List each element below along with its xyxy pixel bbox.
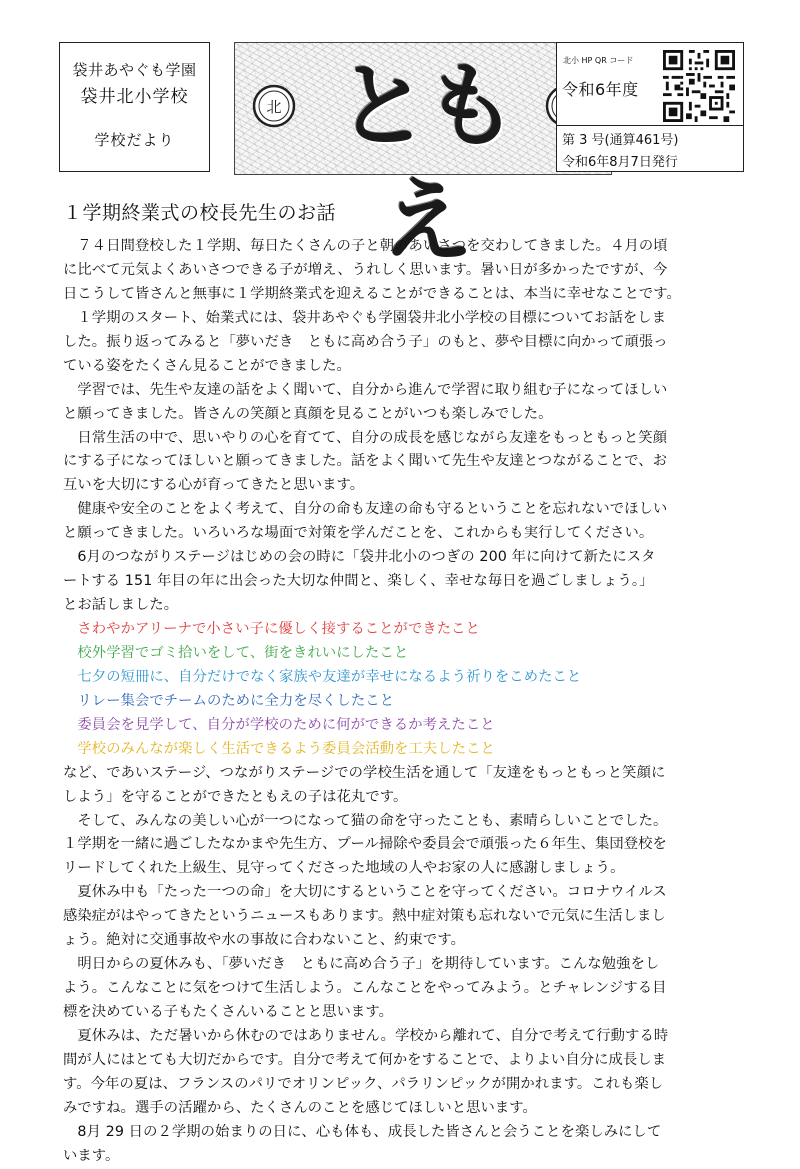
article-heading: １学期終業式の校長先生のお話 (63, 202, 337, 224)
paragraph-line: とお話しました。 (63, 597, 179, 614)
paragraph-line: した。振り返ってみると「夢いだき ともに高め合う子」のもと、夢や目標に向かって頑張っ (63, 333, 668, 350)
paragraph-line: と願ってきました。いろいろな場面で対策を学んだことを、これからも実行してください。 (63, 525, 654, 542)
paragraph-line: に比べて元気よくあいさつできる子が増え、うれしく思います。暑い日が多かったですが、今 (63, 261, 668, 278)
paragraph-line: １学期を一緒に過ごしたなかまや先生方、プール掃除や委員会で頑張った６年生、集団登校を (63, 836, 667, 853)
school-name-box (59, 42, 210, 172)
paragraph-line: 8月 29 日の２学期の始まりの日に、心も体も、成長した皆さんと会うことを楽しみにして (63, 1123, 662, 1140)
paragraph-line: 学習では、先生や友達の話をよく聞いて、自分から進んで学習に取り組む子になってほしい (63, 381, 668, 398)
org-name: 袋井あやぐも学園 (72, 61, 197, 79)
paragraph-line: みですね。選手の活躍から、たくさんのことを感じてほしいと思います。 (63, 1099, 537, 1116)
issue-number: 第 3 号(通算461号) (562, 133, 679, 148)
paragraph-line: よう。こんなことに気をつけて生活しよう。こんなことをやってみよう。とチャレンジする目 (63, 980, 667, 997)
school-name: 袋井北小学校 (80, 87, 189, 107)
article-body (63, 235, 743, 1169)
paragraph-line: います。 (63, 1147, 120, 1164)
emblem-char: 北 (266, 98, 282, 116)
paragraph-line: など、であいステージ、つながりステージでの学校生活を通して「友達をもっともっと笑顔に (63, 764, 666, 781)
paragraph-line: 日こうして皆さんと無事に１学期終業式を迎えることができることは、本当に幸せなことです。 (63, 285, 681, 302)
paragraph-line: ７４日間登校した１学期、毎日たくさんの子と朝のあいさつを交わしてきました。４月の頃 (63, 238, 668, 254)
paragraph-line: 日常生活の中で、思いやりの心を育てて、自分の成長を感じながら友達をもっともっと笑顔 (63, 429, 668, 446)
paragraph-line: 夏休み中も「たった一つの命」を大切にするということを守ってください。コロナウイルス (63, 884, 667, 901)
paragraph-line: ょう。絶対に交通事故や水の事故に合わないこと、約束です。 (63, 932, 465, 949)
paragraph-line: にする子になってほしいと願ってきました。話をよく聞いて先生や友達とつながることで、お (63, 453, 668, 470)
highlight-line: 委員会を見学して、自分が学校のために何ができるか考えたこと (63, 716, 495, 733)
paragraph-line: と願ってきました。皆さんの笑顔と真顔を見ることがいつも楽しみでした。 (63, 405, 553, 422)
paragraph-line: す。今年の夏は、フランスのパリでオリンピック、パラリンピックが開かれます。これも楽し (63, 1075, 664, 1092)
paragraph-line: 互いを大切にする心が育ってきたと思います。 (63, 477, 365, 494)
highlight-line: さわやかアリーナで小さい子に優しく接することができたこと (63, 621, 480, 637)
paragraph-line: 明日からの夏休みも、「夢いだき ともに高め合う子」を期待しています。こんな勉強をし (63, 956, 660, 973)
paragraph-line: ている姿をたくさん見ることができました。 (63, 357, 351, 374)
qr-code-icon[interactable] (663, 50, 735, 122)
paragraph-line: 標を決めている子もたくさんいることと思います。 (63, 1004, 393, 1020)
paragraph-line: そして、みんなの美しい心が一つになって猫の命を守ったことも、素晴らしいことでした。 (63, 812, 668, 829)
paragraph-line: 健康や安全のことをよく考えて、自分の命も友達の命も守るということを忘れないでほしい (63, 501, 668, 518)
paragraph-line: 夏休みは、ただ暑いから休むのではありません。学校から離れて、自分で考えて行動する時 (63, 1027, 669, 1044)
highlight-line: リレー集会でチームのために全力を尽くしたこと (63, 692, 395, 709)
info-divider (557, 125, 743, 126)
school-emblem-icon (254, 86, 294, 126)
highlight-line: 七夕の短冊に、自分だけでなく家族や友達が幸せになるよう祈りをこめたこと (63, 668, 582, 685)
paragraph-line: 間が人にはとても大切だからです。自分で考えて何かをすることで、よりよい自分に成長しま (63, 1051, 667, 1068)
newsletter-kind: 学校だより (94, 131, 175, 149)
highlight-line: 学校のみんなが楽しく生活できるよう委員会活動を工夫したこと (63, 740, 495, 757)
paragraph-line: リードしてくれた上級生、見守ってくださった地域の人やお家の人に感謝しましょう。 (63, 860, 625, 877)
highlight-line: 校外学習でゴミ拾いをして、街をきれいにしたこと (63, 644, 409, 661)
newsletter-title: ともえ (336, 52, 513, 275)
paragraph-line: １学期のスタート、始業式には、袋井あやぐも学園袋井北小学校の目標についてお話をしま (63, 309, 667, 326)
paragraph-line: ートする 151 年目の年に出会った大切な仲間と、楽しく、幸せな毎日を過ごしましょう。」 (63, 573, 654, 590)
qr-label: 北小 HP QR コード (563, 56, 634, 65)
paragraph-line: 感染症がはやってきたというニュースもあります。熱中症対策も忘れないで元気に生活しまし (63, 908, 666, 925)
issue-info-box (556, 42, 744, 172)
paragraph-line: 6月のつながりステージはじめの会の時に「袋井北小のつぎの 200 年に向けて新たにスタ (63, 549, 656, 566)
paragraph-line: しよう」を守ることができたともえの子は花丸です。 (63, 788, 408, 805)
fiscal-year: 令和6年度 (562, 80, 639, 99)
issue-date: 令和6年8月7日発行 (562, 155, 678, 170)
